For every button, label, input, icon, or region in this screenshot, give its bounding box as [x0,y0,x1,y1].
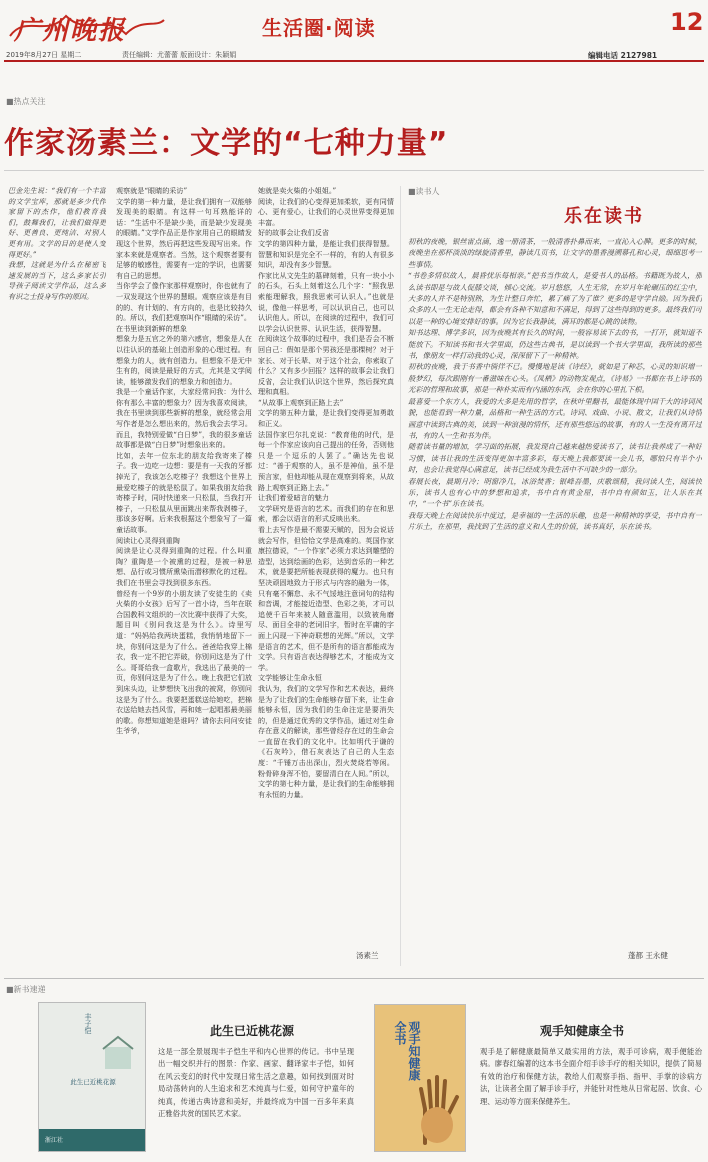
reader-kicker: ■读书人 [408,187,440,196]
book2-cover-hand-illustration [415,1075,463,1145]
new-books-kicker: ■新书速递 [6,985,46,994]
paper-name: 广州晚报 [14,16,127,46]
book1-description: 这是一部全景展现丰子恺生平和内心世界的传记。书中呈现出一幅交织并行的图景：作家、画家、翻译家丰子恺，如何在风云变幻的时代中发现日常生活之意趣，如何找到面对时局动荡转向的人生追求和艺术纯真与仁爱，如何守护童年的纯真，传递古典诗意和美好，并最终成为中国一百多年来真正雅俗共赏的国民艺术家。 [158,1047,354,1119]
reader-body: 初秋的夜晚，银丝雷点滴，逸一册清茶，一般清香扑鼻而来，一直沁入心脾。更多的时候，夜晚坐在那杯淡淡的绿旋清香里，静读几页书，让文字的墨香漫溯幕孔和心灵，细细思考一些事情。 “书卷多情似故人，晨昏忧乐每相亲。”把书当作故人，是爱书人的品格。书籍既为故人，那么读书即是与故人促膝交谈，倾心交流。岁月悠悠，人生无常，在岁月年轮碾压的红尘中，大多的人并不是特别熟，为生计整日奔忙，累了痛了为了谁？更多的是守学自励。因为我们众多的人一生无论走得，都会有各种不知意和不满足，得到了这些得到的更多。最终我们可以是一种的心境安排好的事。因为它长我静读，满耳的都是心跳的读物。 知书达理、博学多识，因为夜晚其有长久的时间，一般容易读下去的书，一打开，就知道不能放下。不知读书和书大学里面，仍这些古典书，是以读到一个书大学里面，我所读的那些书，像朋友一样打动我的心灵，深深留下了一种精神。 初秋的夜晚，我于书香中徜徉不已。慢慢地是读《诗经》，就如是了种芯，心灵的知识增一般梦幻，每次跟刚有一番滋味在心头。《凤栖》的动物发观点，《诗易》一书都在书上诗书的光彩的哲理和故事，那是一种朴实而有内涵的东西，会在你的心里扎下根。 最喜爱一个东方人，我爱的大多是先用的哲学，在秋叶里翻书，最能体现中国千大的诗词风貌，也能看到一种力量，品格和一种生活的方式。诗词、戏曲、小说、散文，让我们从诗情画意中读到古典的美，读到一种浪漫的情怀，还有那些悠远的故事，有的人一生没有离开过书，有的人一生和书为伴。 随着读书量的增加，学习面的拓展，我发现自己越来越热爱读书了，读书让我养成了一种好习惯，读书让我的生活变得更加丰富多彩，每天晚上我都要读一会儿书，哪怕只有半个小时，也会让我觉得心满意足，读书已经成为我生活中不可缺少的一部分。 春展长夜，晨期月冷；明窗净几，冰浴焚香；银峰吾墨，庆歌颂精，我同读人生，阅读快乐，读书人也有心中的梦想和追求，书中自有黄金屋，书中自有颜如玉，让人乐在其中，“一个书”乐在读书。 我每天晚上在阅读快乐中度过，是幸福的一生活的乐趣，也是一种精神的享受，书中自有一片乐土，在那里，我找到了生活的意义和人生的价值，读书真好，乐在读书。 [408,237,702,532]
feature-headline: 作家汤素兰：文学的“七种力量” [4,126,449,161]
book1-cover-illustration [97,1033,141,1073]
book1-title: 此生已近桃花源 [210,1024,295,1038]
reader-title: 乐在读书 [564,206,644,227]
new-books-rule [4,978,704,979]
feature-column-2: 观察就是“眼睛的采访” 文学的第一种力量，是让我们拥有一双能够发现美的眼睛。有这样一句耳熟能详的话：“生活中不是缺少美，而是缺少发现美的眼睛。”文学作品正是作家用自己的眼睛发现这个世界，然后再把这些发现写出来。作家本来就是观察者。当然，这个观察者要有足够的敏感性，需要有一定的学识，也需要有自己的思想。 当你学会了像作家那样观察时，你也就有了一双发现这个世界的慧眼。观察应该是有目的的、有计划的、有方向的，也是比较持久的。所以，我们把观察叫作“眼睛的采访”。 在书里读到新鲜的想象 想象力是五官之外的第六感官，想象是人在以往认识的基础上创造形象的心理过程。有想象力的人，就有创造力。但想象不是无中生有的，阅读是最好的方式，尤其是文学阅读，能够激发我们的想象力和创造力。 我是一个童话作家，大家经常问我：为什么你有那么丰富的想象力？因为我喜欢阅读，我在书里读到那些新鲜的想象，就经常会用写作者是怎么想出来的，然后我会去学习。而且，我特别爱做“白日梦”，我的很多童话故事都是做“白日梦”时想象出来的。 比如，去年一位东北的朋友给我寄来了榛子。我一边吃一边想：要是有一天我的牙都掉光了，我该怎么吃榛子？我想这个世界上最爱吃榛子的就是松鼠了。如果我朋友给我寄榛子时，同时快递来一只松鼠，当我打开榛子，一只松鼠从里面跳出来帮我剥榛子，那该多好啊。后来我根据这个想象写了一篇童话故事。 阅读让心灵得到重陶 阅读是让心灵得到重陶的过程。什么叫重陶？重陶是一个被熏的过程，是被一种思想、品行或习惯所熏染而潜移默化的过程。我们在书里会寻找到很多东西。 曾经有一个9岁的小朋友读了安徒生的《卖火柴的小女孩》后写了一首小诗，当年在联合国教科文组织的一次比赛中获得了大奖，题目叫《别问我这是为什么》。诗里写道：“妈妈给我两块蛋糕，我悄悄地留下一块，你别问这是为了什么。爸爸给我穿上棉衣，我一定不把它弄破，你别问这是为了什么。哥哥给我一盒歌片，我选出了最美的一页，你别问这是为了什么。晚上我把它们放到床头边，让梦想快飞出我的被窝，你别问这是为了什么。我要把蛋糕送给她吃，把棉衣送给她去挡风雪，再和她一起唱那最美丽的歌。你想知道她是谁吗？请你去问问安徒生爷爷， [116,186,252,736]
masthead [0,0,708,62]
book2-description: 观手是了解健康最简单又最实用的方法，观手可诊病，观手便能治病。廖春红编著的这本书全面介绍手诊手疗的相关知识，提供了简易有效的治疗和保健方法，教给人们观察手指、指甲、手掌的诊病方法，让读者全面了解手诊手疗，并能针对性地从日常起居、饮食、心理、运动等方面来保健养生。 [480,1047,702,1106]
book1-cover-publisher: 浙江社 [45,1137,64,1144]
feature-kicker: ■热点关注 [6,97,46,106]
feature-column-3: 她就是卖火柴的小姐姐。” 阅读，让我们的心变得更加柔软，更有同情心、更有爱心，让我们的心灵世界变得更加丰富。 好的故事会让我们反省 文学的第四种力量，是能让我们获得智慧。智慧和知识是完全不一样的，有的人有很多知识，却没有多少智慧。 作家比从文先生的墓碑刻着，只有一块小小的石头，石头上刻着这么几个字：“照我思索能理解我，照我思索可认识人。”也就是说，像他一样思考，可以认识自己，也可以认识他人。所以，在阅读的过程中，我们可以学会认识世界、认识生活，获得智慧。 在阅读这个故事的过程中，我们是否会不断回自己：假如是那个男孩还是那棵树？对于家长、对于长辈、对于这个社会，你索取了什么？又有多少回报？这样的故事会让我们反省，会让我们认识这个世界，然后探究真理和真相。 “从故事上观察到正路上去” 文学的第五种力量，是让我们变得更加勇敢和正义。 法国作家巴尔扎克说：“教育他的时代，是每一个作家应该向自己提出的任务，否则他只是一个逗乐的人罢了。”确达先也说过：“善于观察的人，虽不是神仙，虽不是预言家，但他却能从现在观察到将来，从故路上观察到正路上去。” 让我们着爱暗言的魅力 文学研究是语言的艺术。而我们的存在和思索，都会以语言的形式反映出来。 看上去写作是最不需要天赋的，因为会说话就会写作，但恰恰文学是高难的。英国作家康拉德说，“一个作家”必须力求达到雕塑的造型，达到绘画的色彩，达到音乐的一种艺术，就是要把所能表现获得的魔力。也只有坚决顽固地致力于形式与内容的融为一体，只有毫不懈怠、永不气馁地注意词句的结构和音调，才能接近造型、色彩之美，才可以追使千百年来被人随意滥用，以致被角磨尽、面目全非的老词旧字，暂时在平庸的字面上闪现一下神奇联想的光辉。”所以，文学是语言的艺术，但不是所有的语言都能成为文学。只有语言表达得够艺术，才能成为文学。 文学能够让生命永恒 我认为，我们的文学写作和艺术表达，最终是为了让我们的生命能够存留下来，让生命能够永恒，因为我们的生命注定是要消失的，但是通过优秀的文学作品，通过对生命存在意义的解读，那些曾经存在过的生命会一直留在我们的文化中。比如明代于谦的《石灰吟》，借石灰表达了自己的人生态度：“千锤万击出深山，烈火焚烧若等闲。粉骨碎身浑不怕，要留清白在人间。”所以，文学的第七种力量，是让我们的生命能够拥有永恒的力量。 [258,186,394,799]
reader-author: 蓬都 王永健 [628,951,668,960]
paper-logo [6,8,166,46]
issue-date: 2019年8月27日 星期二 [6,51,82,59]
feature-author: 汤素兰 [356,951,379,960]
book1-cover-author: 丰子恺 [84,1013,92,1034]
editor-credits: 责任编辑：尤蕾蕾 版面设计：朱颖娟 [122,51,237,59]
book1-cover [38,1002,146,1152]
feature-column-1: 巴金先生说：“我们有一个丰富的文学宝库，那就是多少代作家留下的杰作，他们教育我们，鼓舞我们，让我们做得更好、更善良、更纯洁、对别人更有用。文学的目的是使人变得更好。” 我想，这就是为什么在秘密飞速发展的当下，这么多家长引导孩子阅读文学作品，这么多有识之士投身写作的原因。 [8,186,106,301]
headline-rule [4,170,704,171]
page-number: 12 [670,8,704,36]
editor-phone: 编辑电话 2127981 [588,51,658,60]
book2-cover [374,1004,466,1152]
book2-cover-title: 观手知健康全书 [393,1021,421,1081]
section-title: 生活圈·阅读 [262,16,376,40]
reader-column-divider [400,186,401,966]
book1-cover-title: 此生已近桃花源 [70,1078,116,1086]
book2-title: 观手知健康全书 [540,1024,625,1038]
masthead-rule [4,60,704,62]
